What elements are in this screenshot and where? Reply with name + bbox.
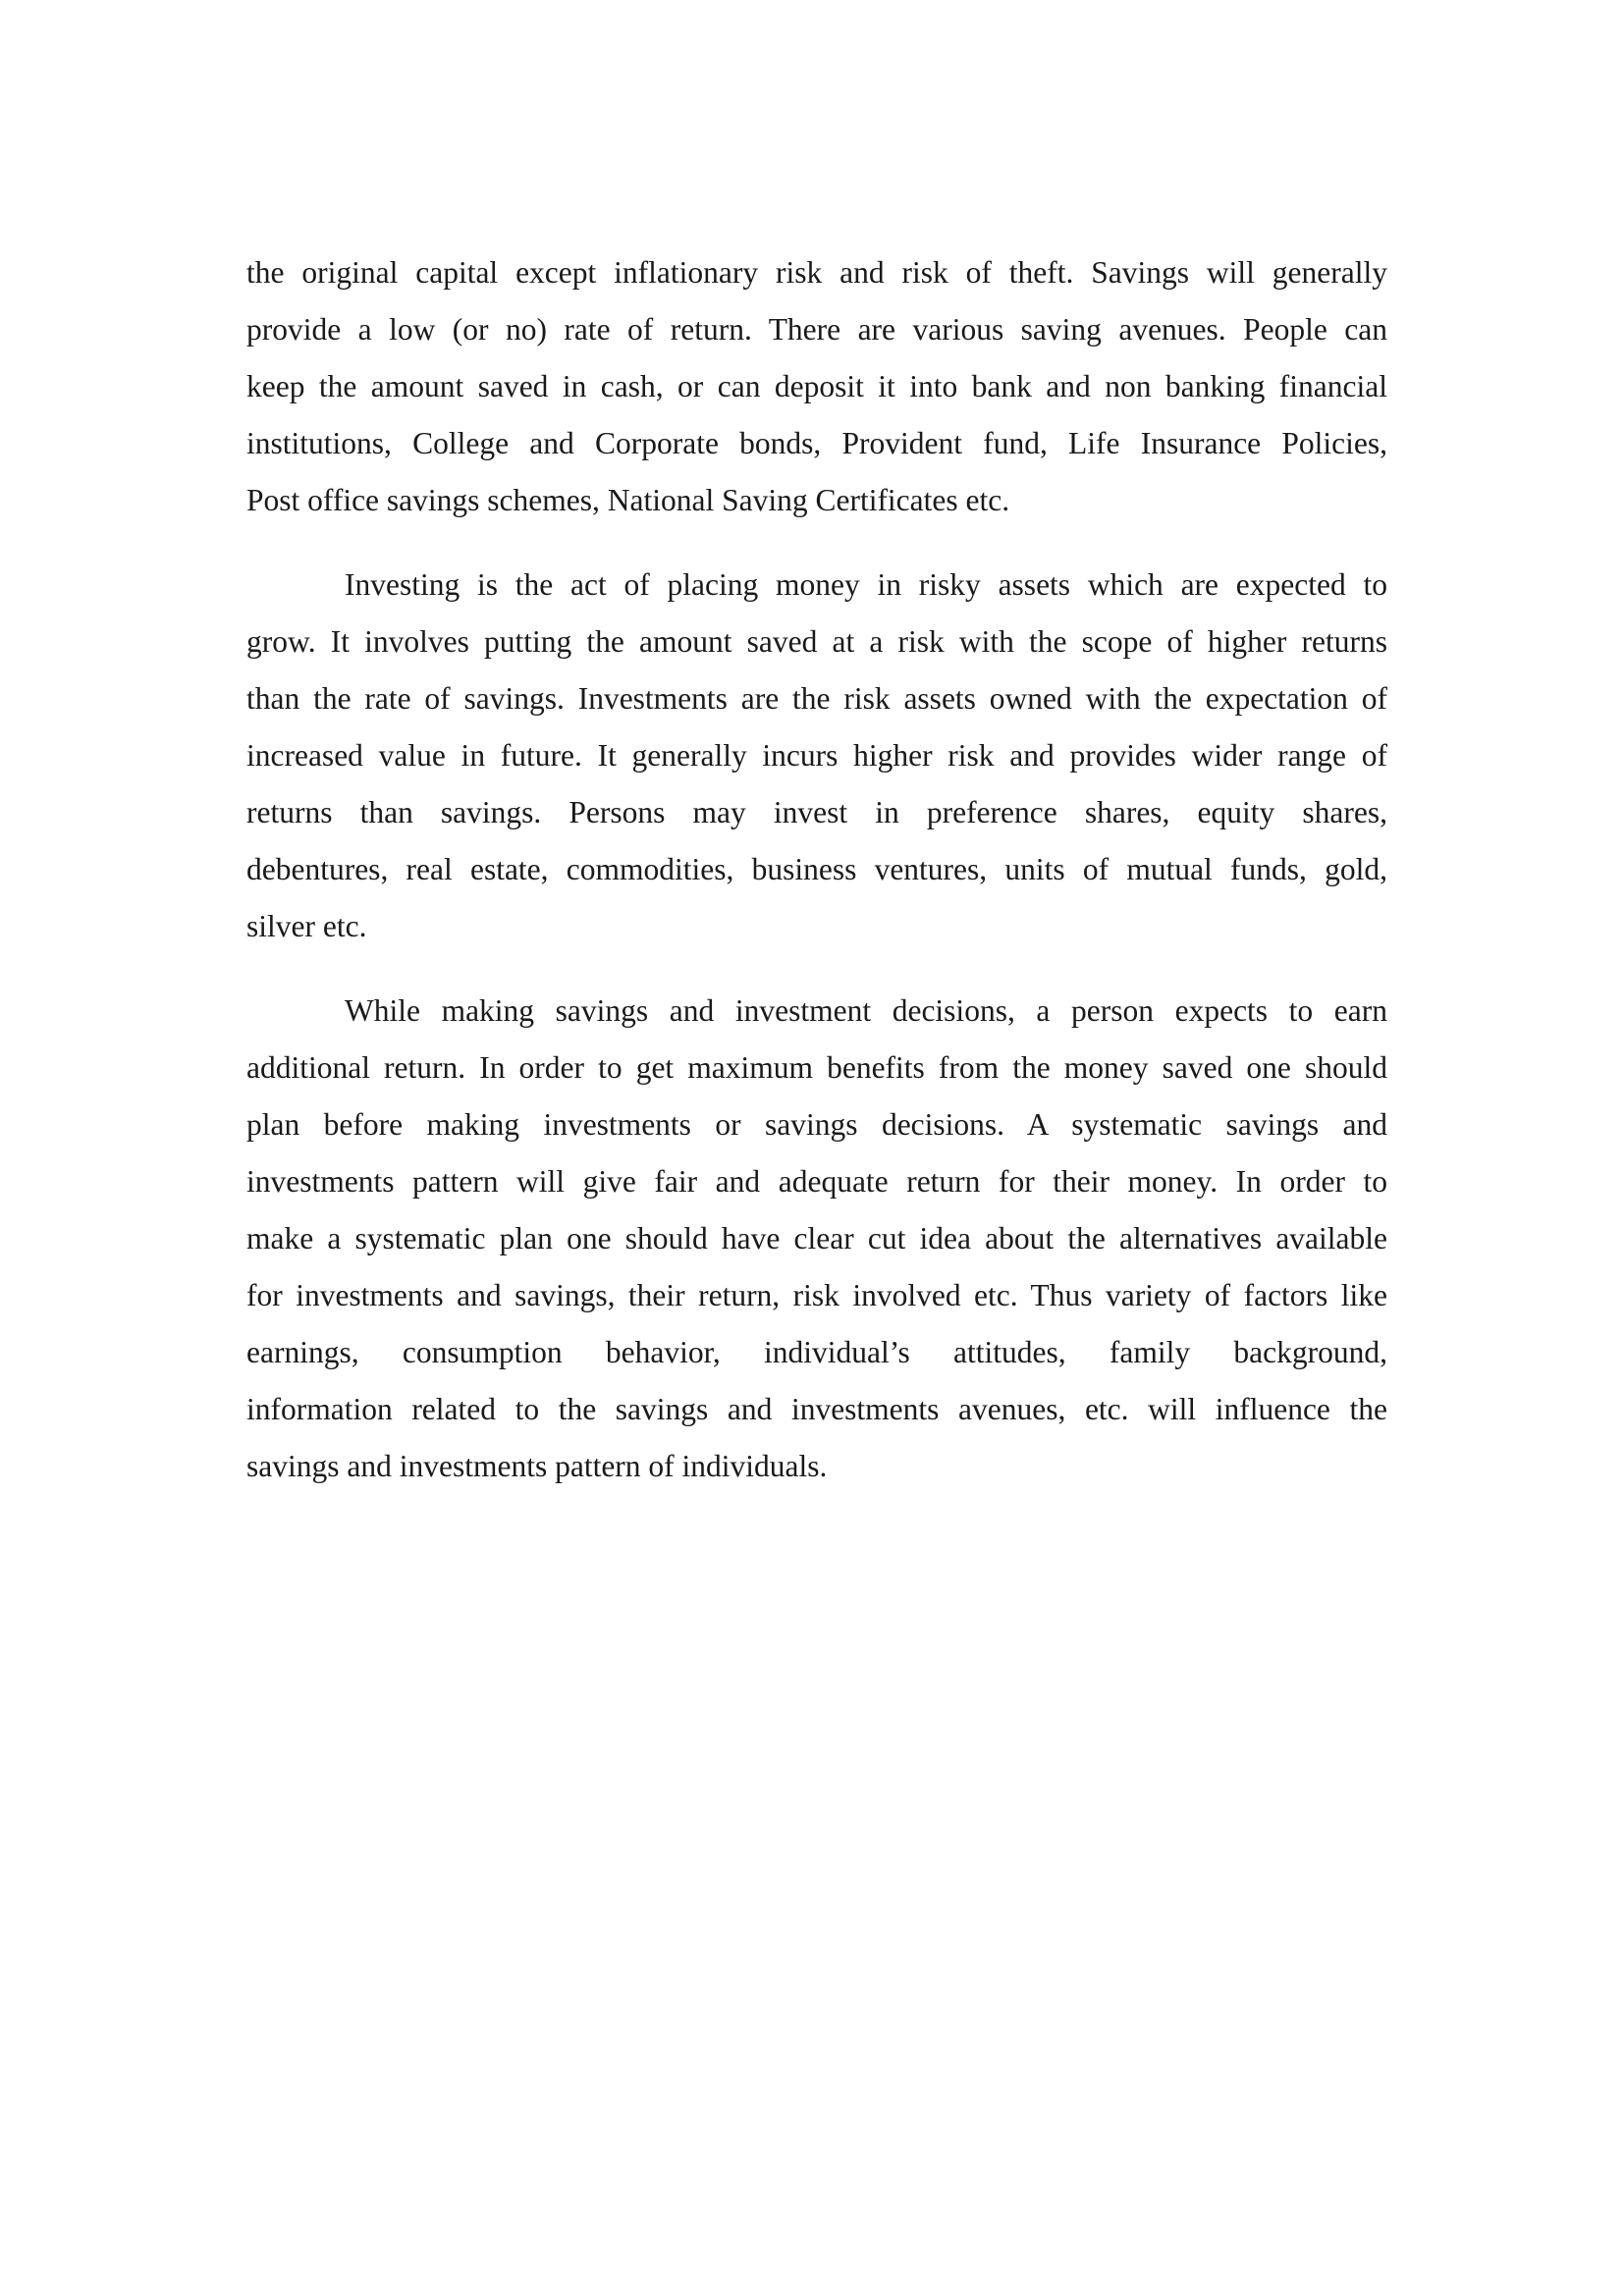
- text-line: keep the amount saved in cash, or can deposit it into bank and non banking financial: [246, 369, 1387, 403]
- text-line: savings and investments pattern of individuals.: [246, 1449, 828, 1483]
- text-line: Investing is the act of placing money in risky assets which are expected to: [345, 567, 1387, 602]
- text-line: plan before making investments or savings decisions. A systematic savings and: [246, 1107, 1387, 1142]
- text-line: While making savings and investment decisions, a person expects to earn: [345, 993, 1387, 1028]
- text-line: the original capital except inflationary risk and risk of theft. Savings will generally: [246, 255, 1387, 290]
- text-line: silver etc.: [246, 909, 367, 943]
- text-line: investments pattern will give fair and adequate return for their money. In order to: [246, 1164, 1387, 1199]
- text-line: debentures, real estate, commodities, business ventures, units of mutual funds, gold,: [246, 852, 1387, 886]
- text-line: earnings, consumption behavior, individual’s attitudes, family background,: [246, 1335, 1387, 1369]
- document-body: [246, 244, 1387, 1495]
- text-line: grow. It involves putting the amount saved at a risk with the scope of higher returns: [246, 624, 1387, 659]
- text-line: information related to the savings and investments avenues, etc. will influence the: [246, 1392, 1387, 1426]
- paragraph-2: [246, 557, 1387, 955]
- text-line: than the rate of savings. Investments are the risk assets owned with the expectation of: [246, 681, 1387, 716]
- text-line: additional return. In order to get maximum benefits from the money saved one should: [246, 1050, 1387, 1085]
- text-line: increased value in future. It generally incurs higher risk and provides wider range of: [246, 738, 1387, 773]
- text-line: make a systematic plan one should have clear cut idea about the alternatives available: [246, 1221, 1387, 1255]
- text-line: for investments and savings, their return, risk involved etc. Thus variety of factors like: [246, 1278, 1387, 1312]
- text-line: institutions, College and Corporate bonds, Provident fund, Life Insurance Policies,: [246, 426, 1387, 460]
- text-line: Post office savings schemes, National Saving Certificates etc.: [246, 483, 1010, 517]
- text-line: returns than savings. Persons may invest in preference shares, equity shares,: [246, 795, 1387, 829]
- paragraph-3: [246, 983, 1387, 1495]
- paragraph-gap: [246, 529, 1387, 557]
- paragraph-1: [246, 244, 1387, 529]
- text-line: provide a low (or no) rate of return. There are various saving avenues. People can: [246, 312, 1387, 347]
- paragraph-gap: [246, 955, 1387, 983]
